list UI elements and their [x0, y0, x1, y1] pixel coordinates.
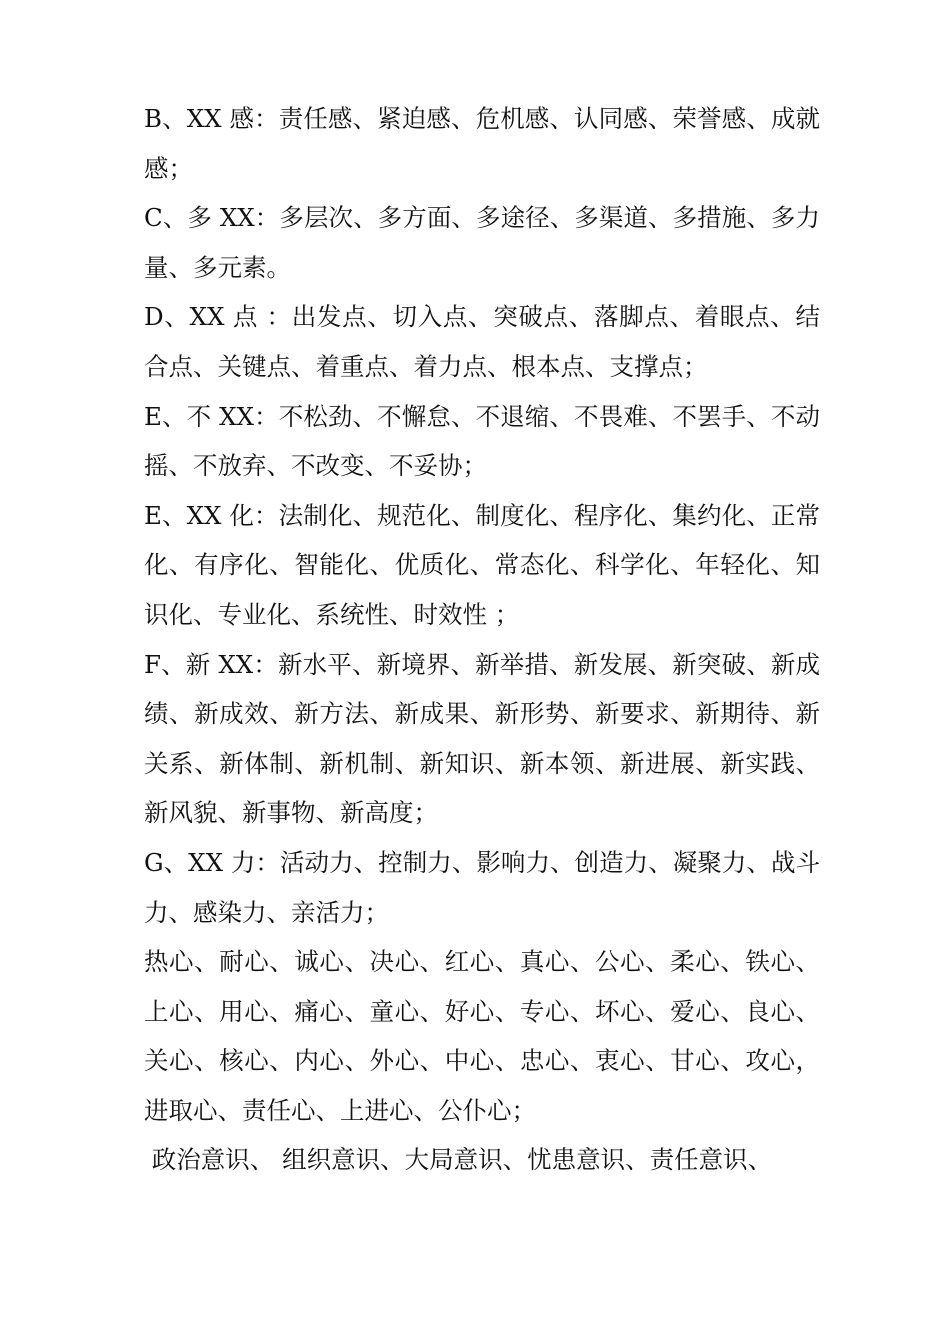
paragraph-f-xin: F、新 XX：新水平、新境界、新举措、新发展、新突破、新成绩、新成效、新方法、新成果、新形势、新要求、新期待、新关系、新体制、新机制、新知识、新本领、新进展、新实践、新风貌、新事物、新高度； — [144, 649, 820, 828]
paragraph-e-bu: E、不 XX：不松劲、不懈怠、不退缩、不畏难、不罢手、不动摇、不放弃、不改变、不妥协； — [144, 401, 820, 481]
document-body — [144, 94, 820, 1185]
paragraph-xin-heart: 热心、耐心、诚心、决心、红心、真心、公心、柔心、铁心、上心、用心、痛心、童心、好心、专心、坏心、爱心、良心、关心、核心、内心、外心、中心、忠心、衷心、甘心、攻心，进取心、责任心、上进心、公仆心； — [144, 947, 820, 1125]
paragraph-d-dian: D、XX 点 ：出发点、切入点、突破点、落脚点、着眼点、结合点、关键点、着重点、着力点、根本点、支撑点； — [144, 302, 820, 381]
paragraph-g-li: G、XX 力：活动力、控制力、影响力、创造力、凝聚力、战斗力、感染力、亲活力； — [144, 847, 820, 927]
paragraph-b-gan: B、XX 感：责任感、紧迫感、危机感、认同感、荣誉感、成就感； — [144, 104, 820, 183]
paragraph-e-hua: E、XX 化：法制化、规范化、制度化、程序化、集约化、正常化、有序化、智能化、优质化、常态化、科学化、年轻化、知识化、专业化、系统性、时效性 ； — [144, 500, 820, 629]
paragraph-c-duo: C、多 XX：多层次、多方面、多途径、多渠道、多措施、多力量、多元素。 — [144, 203, 820, 282]
paragraph-yishi: 政治意识、 组织意识、大局意识、忧患意识、责任意识、 — [144, 1145, 773, 1175]
